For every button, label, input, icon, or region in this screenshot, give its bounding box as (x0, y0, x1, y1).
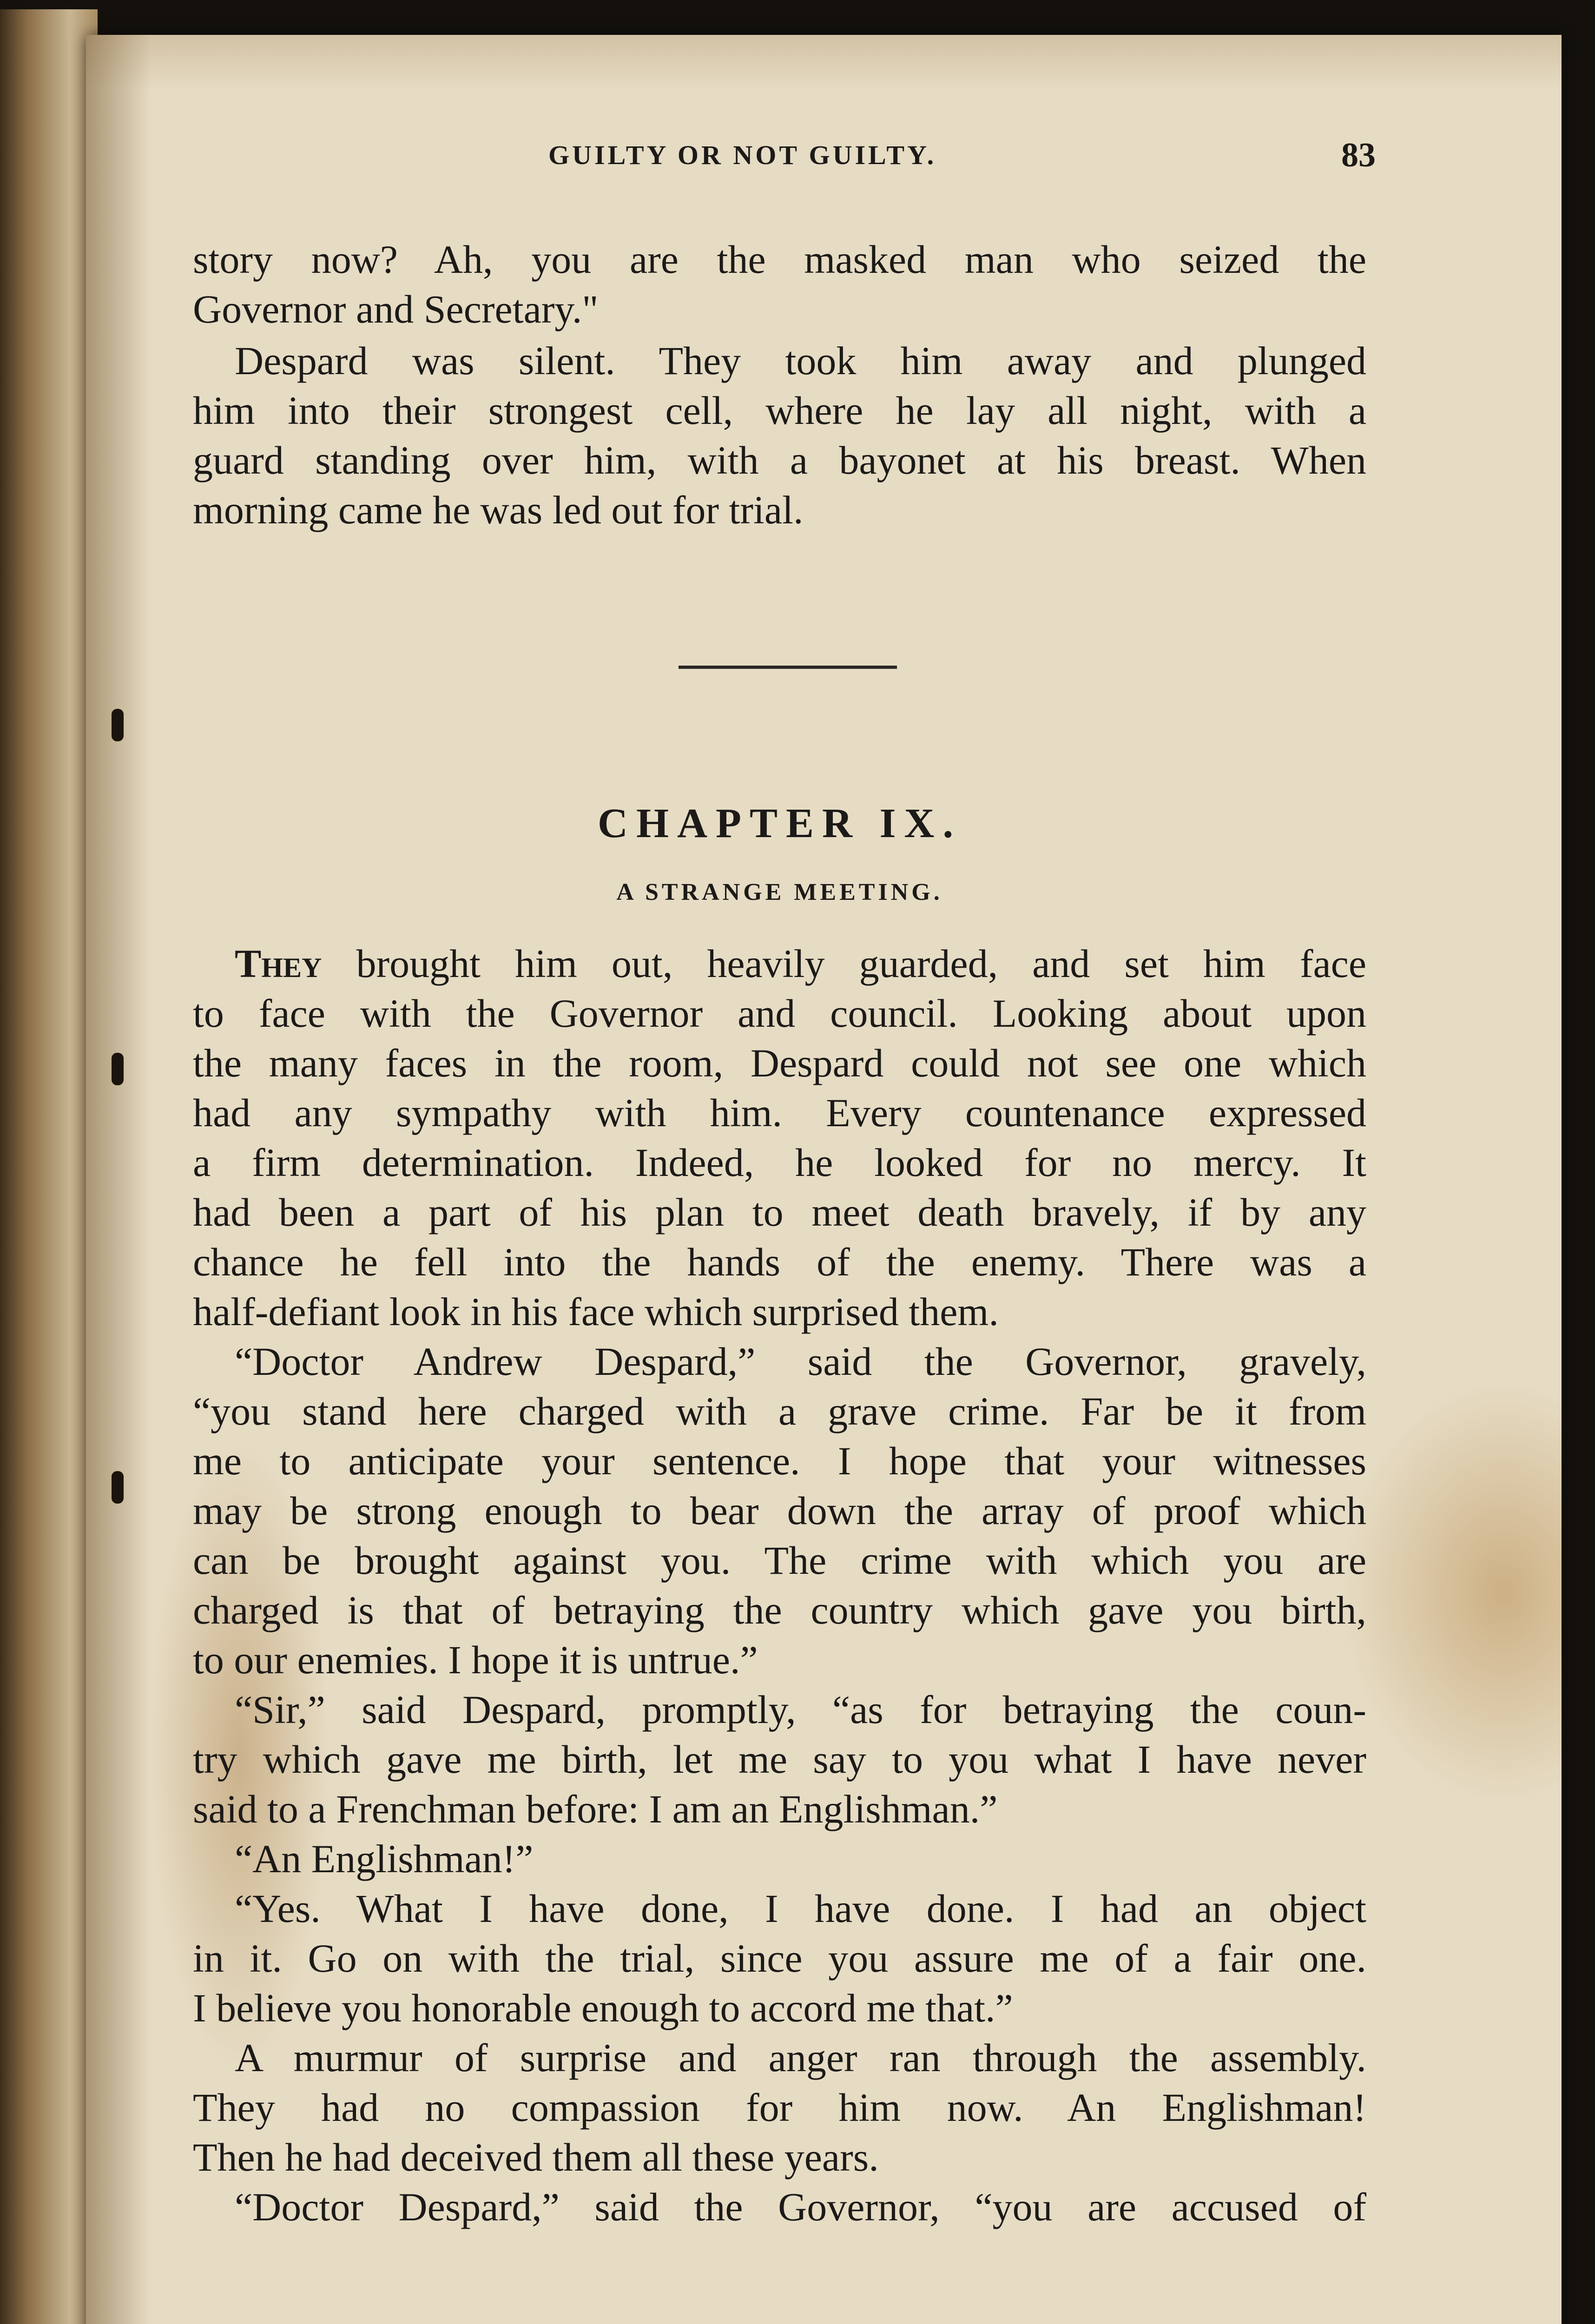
text-line: a firm determination. Indeed, he looked for no mercy. It (193, 1140, 1366, 1185)
binding-hole (112, 709, 124, 741)
text-line: Then he had deceived them all these years. (193, 2135, 879, 2179)
text-line: Governor and Secretary." (193, 287, 599, 331)
text-line: had any sympathy with him. Every countenance expressed (193, 1090, 1366, 1135)
text-line: may be strong enough to bear down the array of proof which (193, 1488, 1366, 1533)
text-line: said to a Frenchman before: I am an Englishman.” (193, 1787, 998, 1831)
binding-hole (112, 1471, 124, 1504)
chapter-title: CHAPTER IX. (597, 800, 962, 846)
text-line: guard standing over him, with a bayonet at his breast. When (193, 438, 1366, 482)
page-number: 83 (1341, 136, 1376, 174)
text-line: chance he fell into the hands of the enemy. There was a (193, 1240, 1366, 1284)
text-line: the many faces in the room, Despard could not see one which (193, 1041, 1366, 1085)
text-line: to face with the Governor and council. Looking about upon (193, 991, 1366, 1036)
text-line: “you stand here charged with a grave crime. Far be it from (193, 1389, 1366, 1433)
chapter-subtitle: A STRANGE MEETING. (616, 879, 943, 905)
text-line: in it. Go on with the trial, since you assure me of a fair one. (193, 1936, 1366, 1981)
text-line: They had no compassion for him now. An Englishman! (193, 2085, 1366, 2130)
text-line: story now? Ah, you are the masked man who seized the (193, 237, 1366, 282)
text-line: A murmur of surprise and anger ran through the assembly. (235, 2035, 1366, 2080)
text-line: Despard was silent. They took him away and plunged (235, 338, 1366, 383)
text-line: “Doctor Andrew Despard,” said the Governor, gravely, (235, 1339, 1366, 1384)
text-line: I believe you honorable enough to accord me that.” (193, 1986, 1013, 2030)
text-fragment: brought him out, heavily guarded, and set him face (322, 941, 1366, 986)
text-line: half-defiant look in his face which surprised them. (193, 1289, 999, 1334)
text-line (235, 939, 1366, 988)
chapter-lead-word: They (235, 941, 322, 986)
section-divider (679, 666, 897, 669)
text-line: can be brought against you. The crime with which you are (193, 1538, 1366, 1583)
text-line: morning came he was led out for trial. (193, 488, 804, 532)
text-line: “Doctor Despard,” said the Governor, “you are accused of (235, 2185, 1366, 2229)
binding-hole (112, 1053, 124, 1085)
facing-page-edge (0, 9, 98, 2324)
text-line: charged is that of betraying the country which gave you birth, (193, 1588, 1366, 1632)
running-head: GUILTY OR NOT GUILTY. (548, 140, 937, 170)
text-line: had been a part of his plan to meet death bravely, if by any (193, 1190, 1366, 1235)
text-line: to our enemies. I hope it is untrue.” (193, 1637, 758, 1682)
text-line: “Sir,” said Despard, promptly, “as for betraying the coun- (235, 1687, 1366, 1732)
text-line: “Yes. What I have done, I have done. I had an object (235, 1886, 1366, 1931)
text-line: “An Englishman!” (235, 1836, 534, 1881)
text-line: him into their strongest cell, where he lay all night, with a (193, 388, 1366, 433)
text-line: me to anticipate your sentence. I hope that your witnesses (193, 1439, 1366, 1483)
text-line: try which gave me birth, let me say to you what I have never (193, 1737, 1366, 1782)
